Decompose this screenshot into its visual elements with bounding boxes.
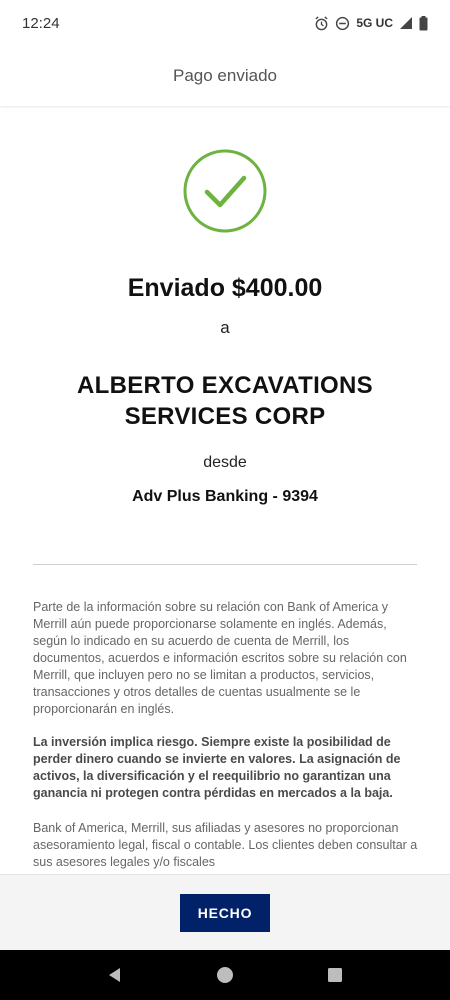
source-account: Adv Plus Banking - 9394 [132, 488, 318, 505]
done-button[interactable]: HECHO [180, 894, 270, 932]
to-label: a [220, 318, 230, 337]
battery-icon [419, 16, 428, 31]
disclaimer-language: Parte de la información sobre su relación con Bank of America y Merrill aún puede proporcionarse solamente en inglés. Además, según lo indicado en su acuerdo de cuenta de Merrill, los documentos, acuerdos e información escritos sobre su relación con Merrill, que incluyen pero no se limitan a productos, servicios, transacciones y otros detalles de cuentas usualmente se le proporcionarán en inglés. [33, 600, 407, 716]
divider [33, 564, 417, 565]
disclaimer-advice: Bank of America, Merrill, sus afiliadas y asesores no proporcionan asesoramiento legal, fiscal o contable. Los clientes deben consultar a sus asesores legales y/o fiscales [33, 821, 418, 869]
from-label: desde [203, 454, 247, 471]
recipient-name: ALBERTO EXCAVATIONS SERVICES CORP [77, 372, 373, 430]
status-icons [314, 16, 428, 31]
network-label: 5G UC [356, 16, 393, 30]
footer [0, 874, 450, 950]
disclaimer-investment-risk: La inversión implica riesgo. Siempre existe la posibilidad de perder dinero cuando se invierte en valores. La asignación de activos, la diversificación y el reequilibrio no garantizan una ganancia ni protegen contra pérdidas en mercados a la baja. [33, 735, 401, 800]
recents-icon[interactable] [315, 955, 355, 995]
status-time: 12:24 [22, 14, 60, 32]
signal-icon [399, 16, 413, 30]
status-bar [0, 0, 450, 46]
sent-amount: Enviado $400.00 [127, 274, 323, 302]
back-icon[interactable] [95, 955, 135, 995]
dnd-icon [335, 16, 350, 31]
checkmark-circle-icon [182, 148, 268, 234]
confirmation-content[interactable] [0, 108, 450, 874]
page-title: Pago enviado [173, 66, 277, 85]
home-icon[interactable] [205, 955, 245, 995]
system-nav-bar [0, 950, 450, 1000]
page-header [0, 46, 450, 106]
alarm-icon [314, 16, 329, 31]
